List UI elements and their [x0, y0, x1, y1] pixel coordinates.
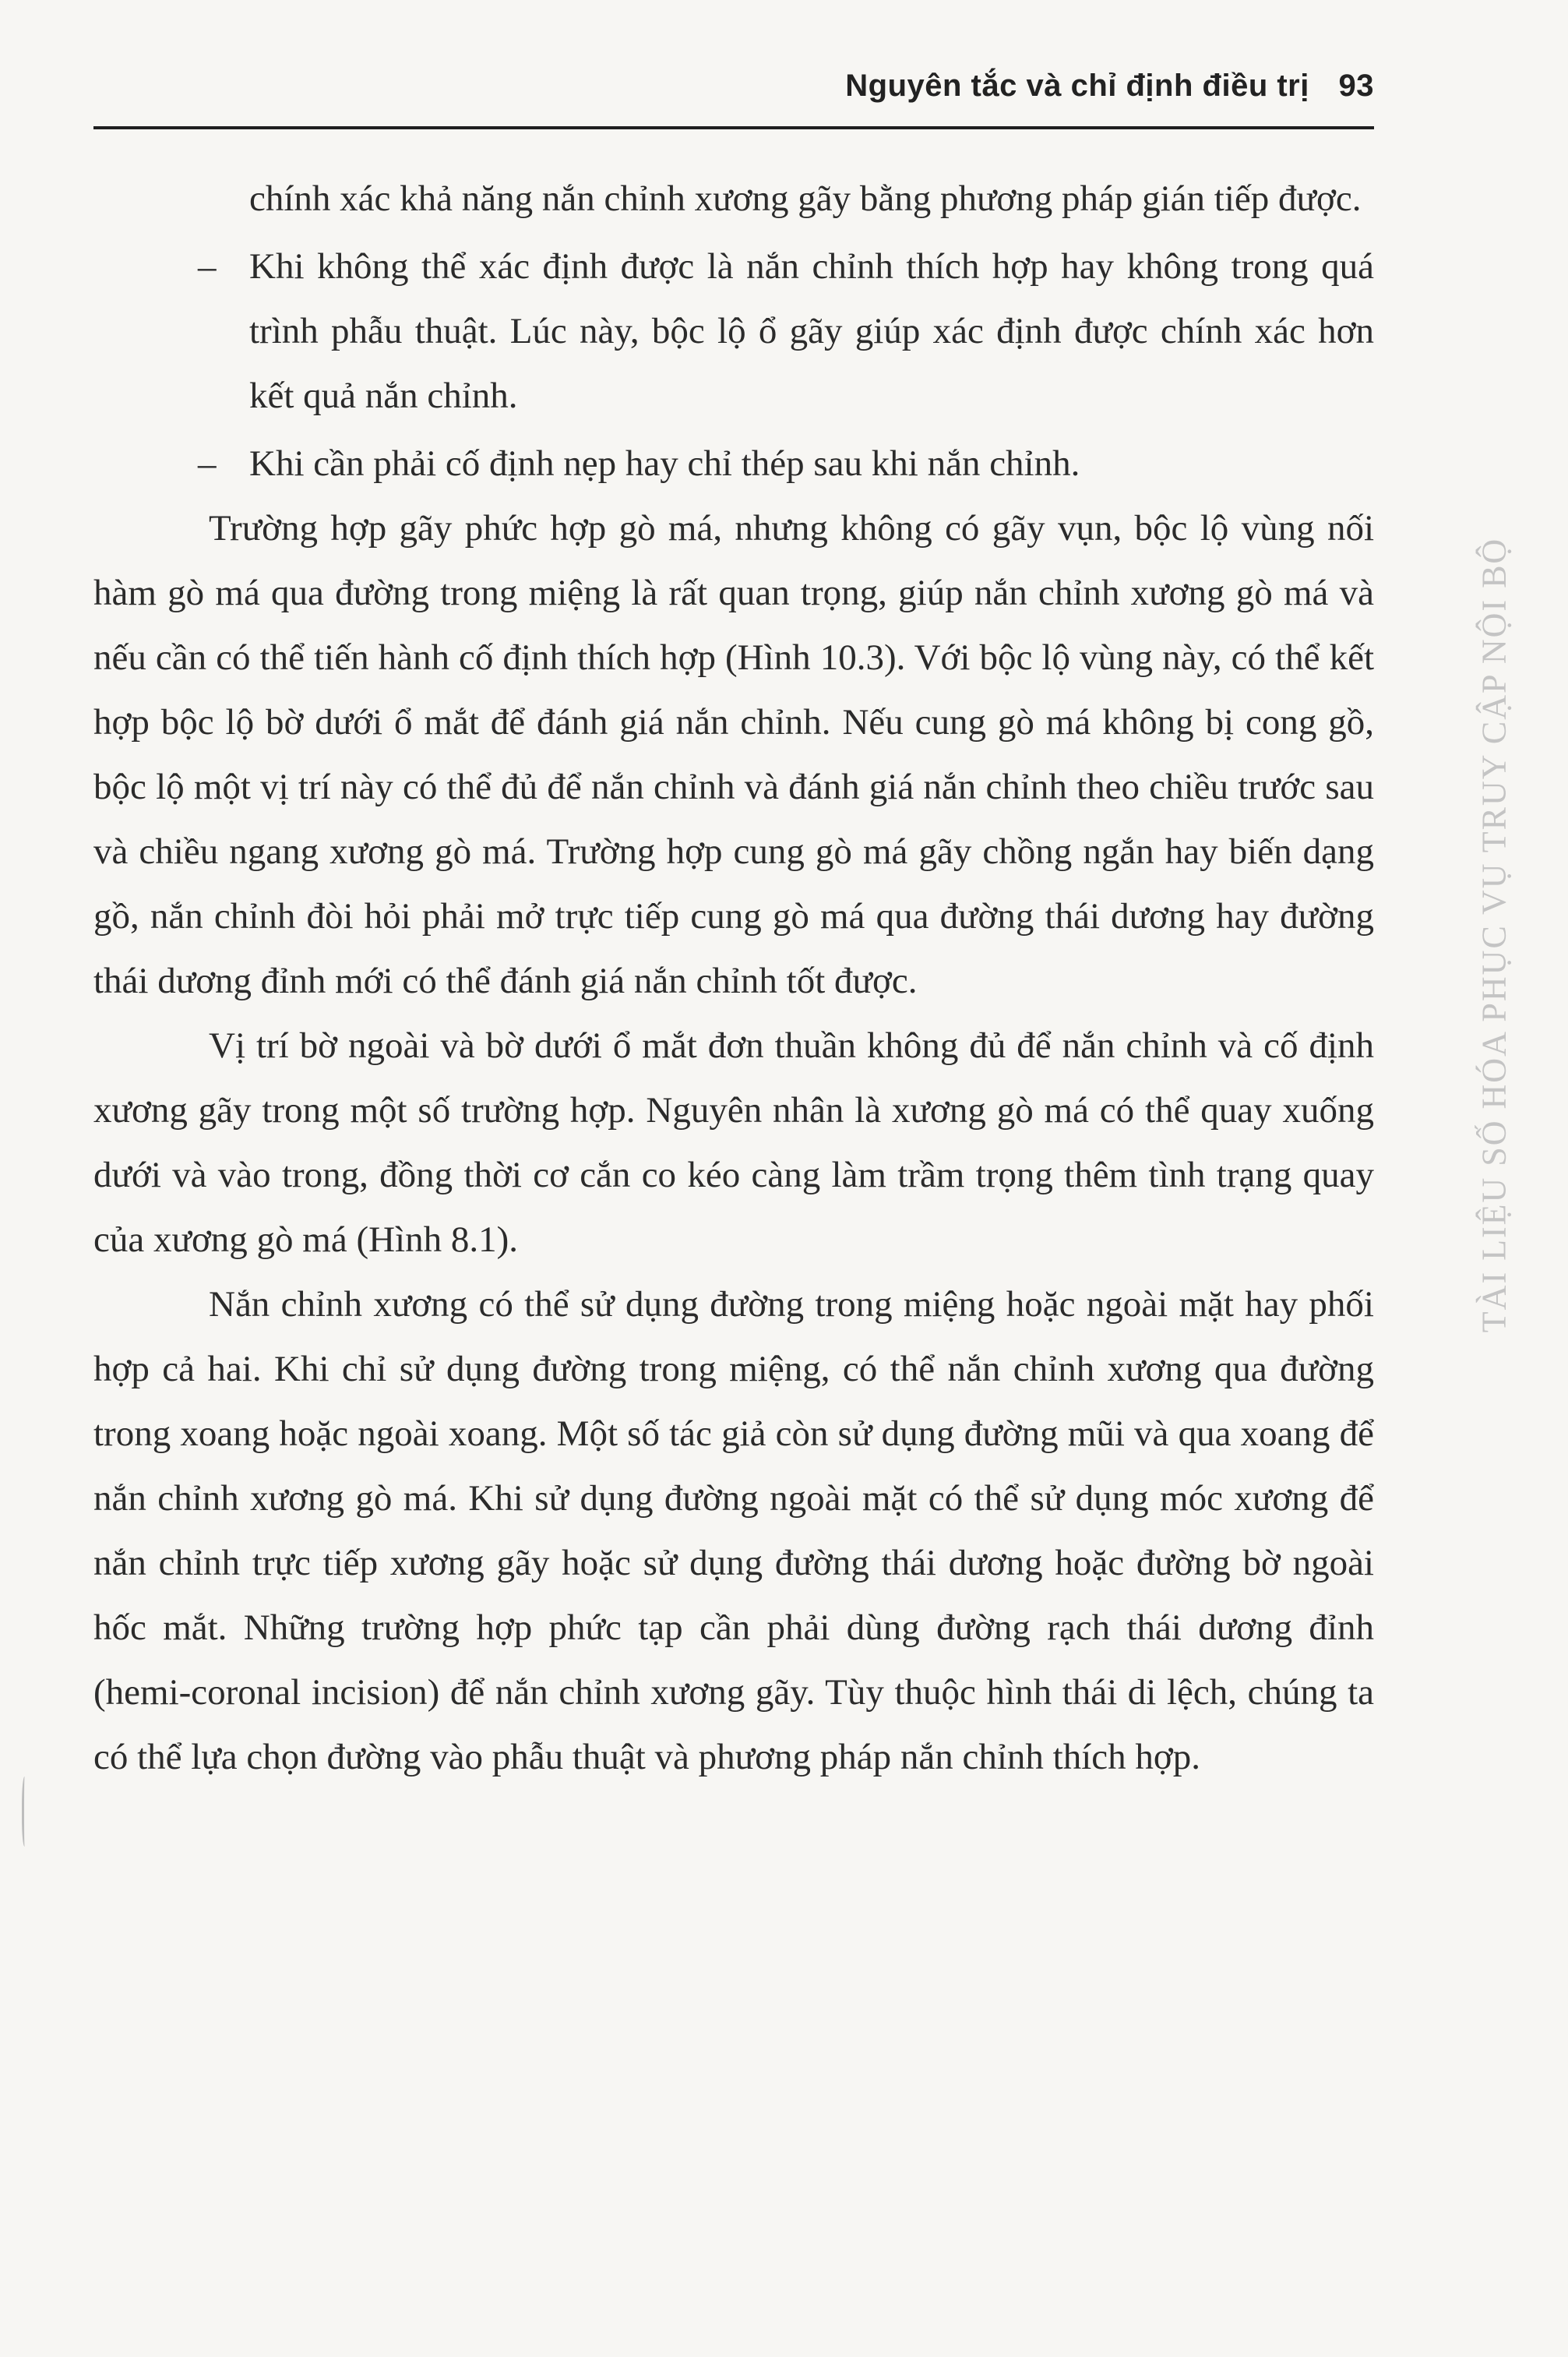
- continuation-paragraph: chính xác khả năng nắn chỉnh xương gãy bằng phương pháp gián tiếp được.: [249, 178, 1362, 219]
- scan-artifact: [22, 1777, 29, 1847]
- running-header: [93, 69, 1374, 104]
- paragraph: Nắn chỉnh xương có thể sử dụng đường trong miệng hoặc ngoài mặt hay phối hợp cả hai. Khi chỉ sử dụng đường trong miệng, có thể nắn chỉnh xương qua đường trong xoang hoặc ngoài xoang. Một số tác giả còn sử dụng đường mũi và qua xoang để nắn chỉnh xương gò má. Khi sử dụng đường ngoài mặt có thể sử dụng móc xương để nắn chỉnh trực tiếp xương gãy hoặc sử dụng đường thái dương hoặc đường bờ ngoài hốc mắt. Những trường hợp phức tạp cần phải dùng đường rạch thái dương đỉnh (hemi-coronal incision) để nắn chỉnh xương gãy. Tùy thuộc hình thái di lệch, chúng ta có thể lựa chọn đường vào phẫu thuật và phương pháp nắn chỉnh thích hợp.: [93, 1284, 1374, 1777]
- chapter-title: Nguyên tắc và chỉ định điều trị: [845, 69, 1309, 103]
- bullet-item: [93, 235, 1374, 429]
- bullet-dash: –: [198, 246, 217, 287]
- bullet-item: [93, 432, 1374, 496]
- bullet-text: Khi cần phải cố định nẹp hay chỉ thép sau khi nắn chỉnh.: [249, 443, 1080, 484]
- paragraph: Vị trí bờ ngoài và bờ dưới ổ mắt đơn thuần không đủ để nắn chỉnh và cố định xương gãy trong một số trường hợp. Nguyên nhân là xương gò má có thể quay xuống dưới và vào trong, đồng thời cơ cắn co kéo càng làm trầm trọng thêm tình trạng quay của xương gò má (Hình 8.1).: [93, 1025, 1374, 1260]
- bullet-text: Khi không thể xác định được là nắn chỉnh thích hợp hay không trong quá trình phẫu thuật. Lúc này, bộc lộ ổ gãy giúp xác định được chính xác hơn kết quả nắn chỉnh.: [249, 246, 1374, 416]
- page-number: 93: [1338, 69, 1374, 103]
- header-rule: [93, 126, 1374, 129]
- bullet-dash: –: [198, 443, 217, 484]
- paragraph: Trường hợp gãy phức hợp gò má, nhưng không có gãy vụn, bộc lộ vùng nối hàm gò má qua đường trong miệng là rất quan trọng, giúp nắn chỉnh xương gò má và nếu cần có thể tiến hành cố định thích hợp (Hình 10.3). Với bộc lộ vùng này, có thể kết hợp bộc lộ bờ dưới ổ mắt để đánh giá nắn chỉnh. Nếu cung gò má không bị cong gồ, bộc lộ một vị trí này có thể đủ để nắn chỉnh và đánh giá nắn chỉnh theo chiều trước sau và chiều ngang xương gò má. Trường hợp cung gò má gãy chồng ngắn hay biến dạng gồ, nắn chỉnh đòi hỏi phải mở trực tiếp cung gò má qua đường thái dương hay đường thái dương đỉnh mới có thể đánh giá nắn chỉnh tốt được.: [93, 508, 1374, 1001]
- watermark-text: TÀI LIỆU SỐ HÓA PHỤC VỤ TRUY CẬP NỘI BỘ: [1475, 537, 1513, 1333]
- body-text: [93, 167, 1374, 1790]
